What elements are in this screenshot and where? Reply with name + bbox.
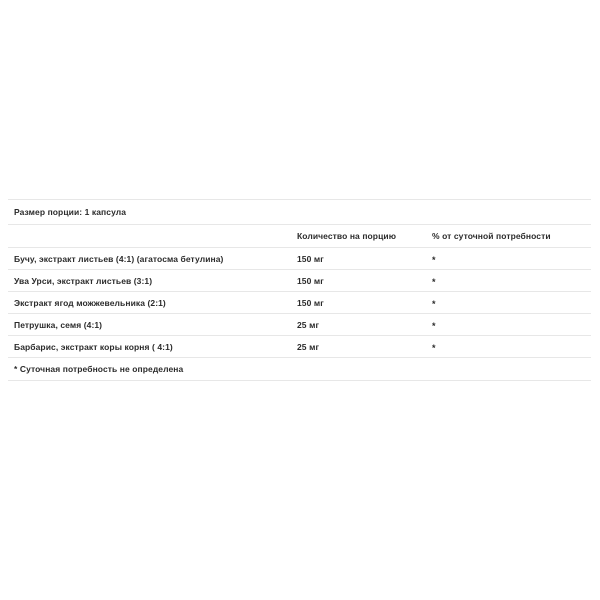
daily-value-asterisk: *	[432, 342, 436, 353]
ingredient-daily-value	[432, 276, 591, 286]
table-row	[8, 270, 591, 291]
column-header-percent-daily-value: % от суточной потребности	[432, 231, 551, 241]
ingredient-daily-value	[432, 254, 591, 264]
table-row	[8, 314, 591, 335]
serving-size-row	[8, 200, 591, 224]
daily-value-asterisk: *	[432, 276, 436, 287]
ingredient-amount: 150 мг	[297, 275, 324, 286]
ingredient-daily-value	[432, 298, 591, 308]
table-bottom-rule	[8, 380, 591, 381]
ingredient-name: Барбарис, экстракт коры корня ( 4:1)	[14, 341, 173, 352]
ingredient-daily-value	[432, 342, 591, 352]
table-row	[8, 248, 591, 269]
ingredient-name: Экстракт ягод можжевельника (2:1)	[14, 297, 166, 308]
column-header-amount-per-serving: Количество на порцию	[297, 231, 397, 241]
table-row	[8, 292, 591, 313]
daily-value-asterisk: *	[432, 254, 436, 265]
serving-size-label: Размер порции: 1 капсула	[14, 207, 127, 217]
daily-value-footnote: * Суточная потребность не определена	[14, 364, 184, 374]
footnote-row	[8, 358, 591, 380]
daily-value-asterisk: *	[432, 320, 436, 331]
supplement-facts-table	[8, 199, 591, 381]
ingredient-daily-value	[432, 320, 591, 330]
ingredient-amount: 25 мг	[297, 319, 320, 330]
ingredient-amount: 25 мг	[297, 341, 320, 352]
ingredient-name: Бучу, экстракт листьев (4:1) (агатосма бетулина)	[14, 253, 224, 264]
ingredient-amount: 150 мг	[297, 297, 324, 308]
table-header-row	[8, 225, 591, 247]
ingredient-name: Ува Урси, экстракт листьев (3:1)	[14, 275, 153, 286]
table-row	[8, 336, 591, 357]
ingredient-name: Петрушка, семя (4:1)	[14, 319, 103, 330]
daily-value-asterisk: *	[432, 298, 436, 309]
ingredient-amount: 150 мг	[297, 253, 324, 264]
